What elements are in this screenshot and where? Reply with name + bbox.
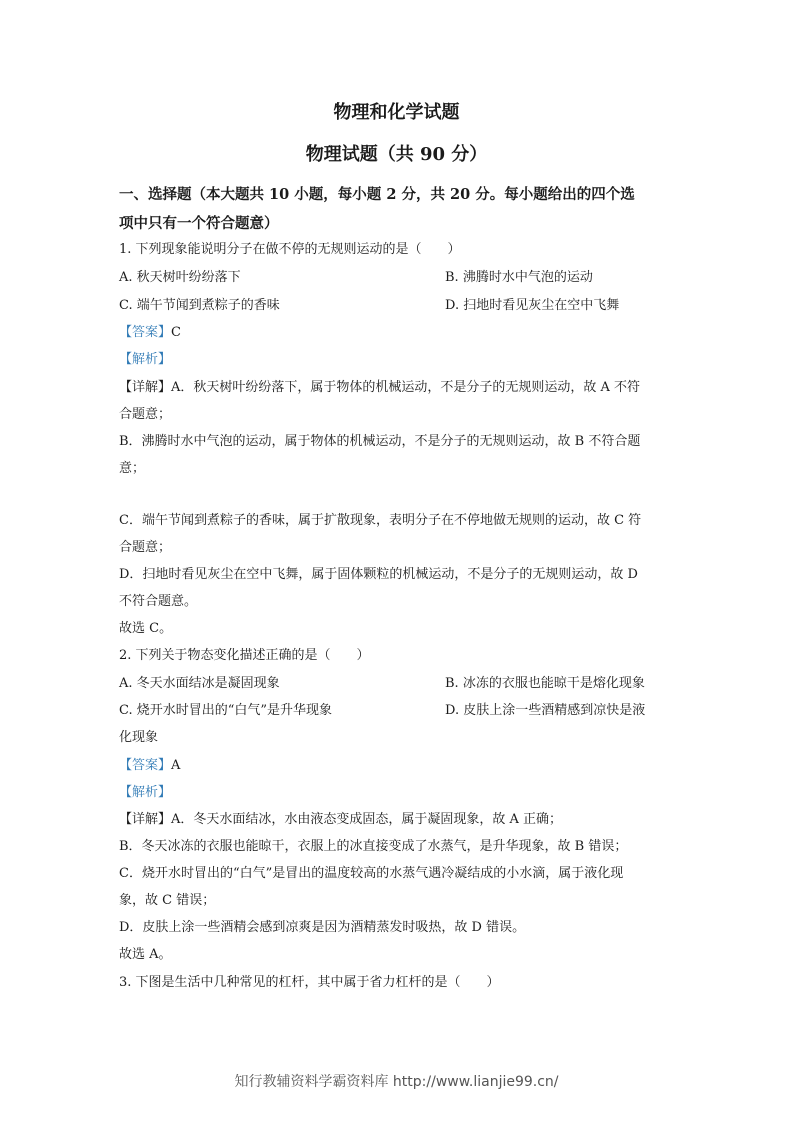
q2-option-d: D. 皮肤上涂一些酒精感到凉快是液	[445, 703, 646, 718]
q2-detail-1-text: A．冬天水面结冰，水由液态变成固态，属于凝固现象，故 A 正确；	[171, 812, 563, 827]
q2-detail-5: D．皮肤上涂一些酒精会感到凉爽是因为酒精蒸发时吸热，故 D 错误。	[119, 920, 526, 935]
q2-detail-1	[119, 812, 562, 828]
q1-answer	[119, 325, 181, 341]
q1-analysis-tag: 【解析】	[119, 352, 172, 367]
q2-answer-tag: 【答案】	[119, 758, 172, 773]
q1-detail-3: B．沸腾时水中气泡的运动，属于物体的机械运动，不是分子的无规则运动，故 B 不符合题	[119, 434, 641, 449]
q1-detail-5: C．端午节闻到煮粽子的香味，属于扩散现象，表明分子在不停地做无规则的运动，故 C 符	[119, 513, 642, 528]
q1-option-c: C. 端午节闻到煮粽子的香味	[119, 298, 280, 313]
q2-conclusion: 故选 A。	[119, 947, 172, 962]
q1-detail-1-text: A．秋天树叶纷纷落下，属于物体的机械运动，不是分子的无规则运动，故 A 不符	[171, 380, 641, 395]
q1-detail-6: 合题意；	[119, 540, 172, 555]
q2-detail-tag: 【详解】	[119, 812, 172, 827]
q2-detail-2: B．冬天冰冻的衣服也能晾干，衣服上的冰直接变成了水蒸气，是升华现象，故 B 错误；	[119, 839, 628, 854]
page-title: 物理和化学试题	[333, 102, 460, 123]
footer-watermark: 知行教辅资料学霸资料库 http://www.lianjie99.cn/	[234, 1074, 559, 1090]
page-subtitle: 物理试题（共 90 分）	[305, 144, 488, 165]
q2-option-c: C. 烧开水时冒出的“白气”是升华现象	[119, 703, 333, 718]
q1-answer-value: C	[171, 325, 181, 340]
q1-stem: 1. 下列现象能说明分子在做不停的无规则运动的是（ ）	[119, 242, 461, 257]
q3-stem: 3. 下图是生活中几种常见的杠杆，其中属于省力杠杆的是（ ）	[119, 975, 500, 990]
q1-option-a: A. 秋天树叶纷纷落下	[119, 270, 241, 285]
q2-option-b: B. 冰冻的衣服也能晾干是熔化现象	[445, 676, 645, 691]
q1-conclusion: 故选 C。	[119, 621, 173, 636]
q2-option-d-cont: 化现象	[119, 730, 159, 745]
section-heading-line2: 项中只有一个符合题意）	[119, 215, 279, 232]
section-heading-line1: 一、选择题（本大题共 10 小题，每小题 2 分，共 20 分。每小题给出的四个选	[119, 186, 635, 203]
q1-detail-4: 意；	[119, 461, 146, 476]
q2-answer-value: A	[171, 758, 181, 773]
q1-option-d: D. 扫地时看见灰尘在空中飞舞	[445, 298, 620, 313]
q2-answer	[119, 758, 180, 774]
q2-analysis-tag: 【解析】	[119, 785, 172, 800]
q1-detail-1	[119, 380, 640, 396]
q1-detail-7: D．扫地时看见灰尘在空中飞舞，属于固体颗粒的机械运动，不是分子的无规则运动，故 D	[119, 567, 638, 582]
q2-detail-3: C．烧开水时冒出的“白气”是冒出的温度较高的水蒸气遇冷凝结成的小水滴，属于液化现	[119, 866, 624, 881]
q2-detail-4: 象，故 C 错误；	[119, 893, 216, 908]
q2-option-a: A. 冬天水面结冰是凝固现象	[119, 676, 280, 691]
q1-answer-tag: 【答案】	[119, 325, 172, 340]
q1-detail-8: 不符合题意。	[119, 594, 198, 609]
q1-option-b: B. 沸腾时水中气泡的运动	[445, 270, 593, 285]
q2-stem: 2. 下列关于物态变化描述正确的是（ ）	[119, 648, 370, 663]
q1-detail-tag: 【详解】	[119, 380, 172, 395]
q1-detail-2: 合题意；	[119, 407, 172, 422]
